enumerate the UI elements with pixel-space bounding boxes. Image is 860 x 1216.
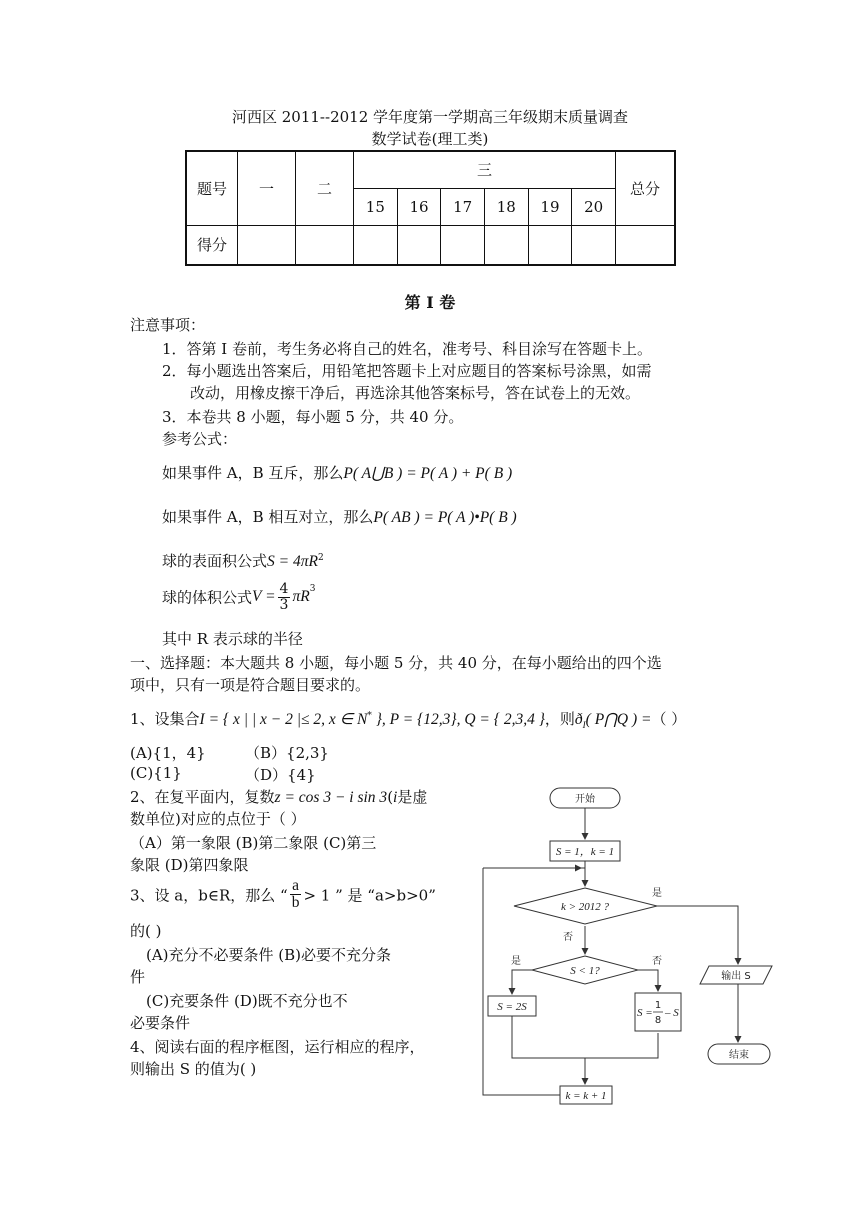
- table-header-q19: 19: [528, 188, 572, 225]
- q4-line2: 则输出 S 的值为( ): [130, 1060, 257, 1078]
- formula-exclusive: [162, 462, 512, 483]
- score-input-q18[interactable]: [484, 225, 528, 265]
- q1-option-a: (A){1，4}: [130, 744, 206, 762]
- table-header-q17: 17: [441, 188, 485, 225]
- table-header-q16: 16: [397, 188, 441, 225]
- flowchart: [478, 778, 778, 1108]
- question-4: 4、阅读右面的程序框图，运行相应的程序，: [130, 1038, 425, 1056]
- flow-start-label: 开始: [575, 794, 595, 805]
- flow-end-label: 结束: [729, 1050, 749, 1061]
- flow-init-label: S = 1，k = 1: [555, 846, 615, 858]
- reference-heading: 参考公式：: [162, 430, 238, 448]
- flow-yes1-label: 是: [652, 888, 662, 899]
- formula-exclusive-text: 如果事件 A，B 互斥，那么: [162, 464, 344, 482]
- q2-text-b: (: [387, 788, 394, 806]
- q3-post: > 1 ” 是 “a>b>0”: [303, 886, 436, 905]
- q2-text-a: 2、在复平面内，复数: [130, 788, 275, 806]
- formula-sphere-area-text: 球的表面积公式: [162, 552, 268, 570]
- flow-no2-label: 否: [652, 956, 662, 967]
- formula-independent: [162, 506, 517, 527]
- notes-heading: 注意事项：: [130, 316, 206, 334]
- flow-output-label: 输出 S: [721, 971, 751, 982]
- radius-note: 其中 R 表示球的半径: [162, 630, 303, 648]
- notes-item-3: 3．本卷共 8 小题，每小题 5 分，共 40 分。: [162, 408, 464, 426]
- exam-subtitle: 数学试卷(理工类): [371, 130, 489, 148]
- formula-sphere-volume-lhs: V =: [252, 588, 276, 606]
- table-header-q20: 20: [572, 188, 616, 225]
- table-header-total: 总分: [616, 151, 676, 225]
- notes-item-1: 1．答第 I 卷前，考生务必将自己的姓名，准考号、科目涂写在答题卡上。: [162, 340, 653, 358]
- q1-suffix: ，则: [544, 710, 575, 728]
- q2-text-c: 是虚: [397, 788, 428, 806]
- q1-star: *: [367, 711, 372, 721]
- flow-increment-label: k = k + 1: [565, 1090, 607, 1102]
- part-title: 第 I 卷: [404, 293, 456, 312]
- formula-independent-text: 如果事件 A，B 相互对立，那么: [162, 508, 374, 526]
- flow-cond1-label: k > 2012 ?: [560, 901, 610, 913]
- table-header-part1: 一: [238, 151, 296, 225]
- score-table: [185, 150, 676, 266]
- notes-item-2-cont: 改动，用橡皮擦干净后，再选涂其他答案标号，答在试卷上的无效。: [190, 384, 641, 402]
- flow-assign-inverse-num: 1: [654, 1000, 662, 1011]
- q3-line2: 的( ): [130, 922, 162, 940]
- formula-sphere-volume-rhs: πR: [292, 588, 310, 606]
- formula-exclusive-math: P( A⋃B ) = P( A ) + P( B ): [343, 465, 513, 482]
- question-3: [130, 878, 436, 912]
- q1-sets-pq: }, P = {12,3}, Q = { 2,3,4 }: [371, 711, 545, 728]
- q1-complement-sub: I: [582, 720, 586, 730]
- formula-sphere-area-exp: 2: [317, 553, 324, 563]
- table-header-q15: 15: [354, 188, 398, 225]
- question-2: [130, 786, 427, 807]
- flow-assign-inverse-den: 8: [654, 1015, 662, 1026]
- q1-blank: （ ）: [651, 710, 687, 728]
- table-cell-score-label: 得分: [186, 225, 238, 265]
- score-input-q20[interactable]: [572, 225, 616, 265]
- q3-line3: (A)充分不必要条件 (B)必要不充分条: [146, 946, 392, 964]
- q1-option-b: （B）{2,3}: [245, 744, 329, 762]
- flow-assign-inverse-rhs: – S: [665, 1007, 679, 1019]
- q2-line2: 数单位)对应的点位于（ ）: [130, 810, 306, 828]
- q3-denominator: b: [291, 894, 300, 912]
- formula-sphere-area-math: S = 4πR: [267, 553, 318, 570]
- q2-math: z = cos 3 − i sin 3: [274, 789, 388, 806]
- formula-sphere-volume-exp: 3: [309, 584, 316, 595]
- score-input-q15[interactable]: [354, 225, 398, 265]
- q3-pre: 3、设 a，b∈R，那么 “: [130, 886, 288, 905]
- notes-item-2: 2．每小题选出答案后，用铅笔把答题卡上对应题目的答案标号涂黑，如需: [162, 362, 652, 380]
- exam-title: 河西区 2011--2012 学年度第一学期高三年级期末质量调查: [231, 108, 629, 126]
- q3-numerator: a: [290, 878, 302, 895]
- question-1: [130, 708, 686, 730]
- formula-sphere-volume: [162, 582, 315, 612]
- q3-line4: 件: [130, 968, 146, 986]
- q2-line3: （A）第一象限 (B)第二象限 (C)第三: [130, 834, 377, 852]
- q3-line6: 必要条件: [130, 1014, 191, 1032]
- section1-line1: 一、选择题：本大题共 8 小题，每小题 5 分，共 40 分，在每小题给出的四个选: [130, 654, 662, 672]
- flow-assign-double-label: S = 2S: [497, 1001, 527, 1013]
- q1-set-i: I = { x | | x − 2 |≤ 2, x ∈ N: [199, 711, 368, 728]
- table-cell-question-label: 题号: [186, 151, 238, 225]
- q1-expr: ( P⋂Q ) =: [585, 711, 652, 728]
- q3-line5: (C)充要条件 (D)既不充分也不: [146, 992, 348, 1010]
- q1-option-c: (C){1}: [130, 764, 182, 782]
- q1-prefix: 1、设集合: [130, 710, 200, 728]
- score-input-q19[interactable]: [528, 225, 572, 265]
- q1-option-d: （D）{4}: [245, 766, 316, 784]
- table-header-part2: 二: [296, 151, 354, 225]
- flow-cond2-label: S < 1?: [570, 965, 600, 977]
- q2-line4: 象限 (D)第四象限: [130, 856, 249, 874]
- score-input-part1[interactable]: [238, 225, 296, 265]
- section1-line2: 项中，只有一项是符合题目要求的。: [130, 676, 371, 694]
- formula-sphere-volume-text: 球的体积公式: [162, 588, 253, 607]
- table-header-part3: 三: [354, 151, 616, 188]
- formula-independent-math: P( AB ) = P( A )•P( B ): [373, 509, 517, 526]
- flow-assign-inverse-lhs: S =: [637, 1007, 653, 1019]
- formula-volume-numerator: 4: [279, 581, 289, 597]
- flow-yes2-label: 是: [511, 956, 521, 967]
- q2-i: i: [393, 789, 398, 806]
- score-input-q16[interactable]: [397, 225, 441, 265]
- score-input-part2[interactable]: [296, 225, 354, 265]
- flow-no1-label: 否: [563, 932, 573, 943]
- score-input-total[interactable]: [616, 225, 676, 265]
- q1-complement: ð: [574, 711, 583, 728]
- score-input-q17[interactable]: [441, 225, 485, 265]
- formula-volume-denominator: 3: [279, 596, 289, 613]
- formula-sphere-area: [162, 550, 324, 571]
- table-header-q18: 18: [484, 188, 528, 225]
